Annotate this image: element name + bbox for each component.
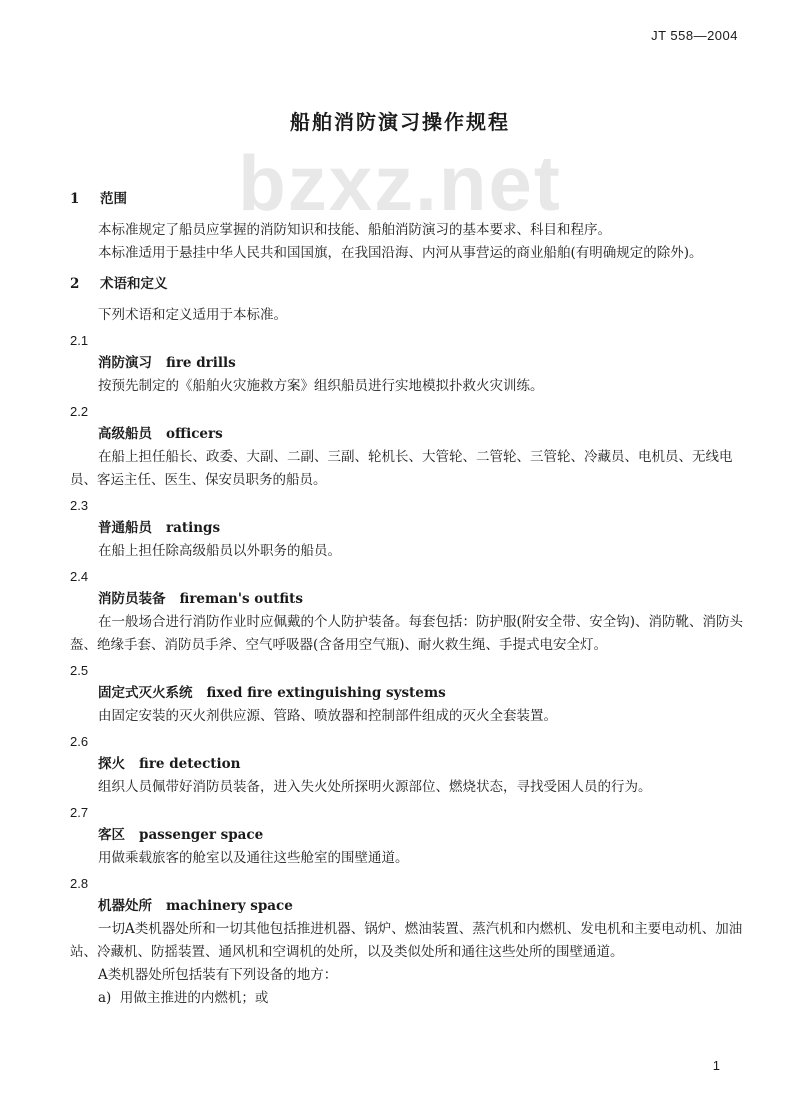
term-en: fixed fire extinguishing systems — [206, 685, 446, 701]
term-heading — [70, 824, 750, 847]
list-item-label: a) — [98, 990, 112, 1006]
term-heading — [70, 895, 750, 918]
paragraph: 下列术语和定义适用于本标准。 — [98, 307, 287, 323]
term-definition: 由固定安装的灭火剂供应源、管路、喷放器和控制部件组成的灭火全套装置。 — [98, 708, 557, 724]
term-heading — [70, 352, 750, 375]
term-heading — [70, 588, 750, 611]
term-cn: 消防演习 — [98, 355, 152, 371]
term-number: 2.4 — [70, 569, 89, 584]
list-item-text: 用做主推进的内燃机；或 — [119, 990, 269, 1006]
term-heading — [70, 423, 750, 446]
term-en: fire detection — [139, 756, 241, 772]
term-en: machinery space — [166, 898, 293, 914]
section-heading — [70, 188, 750, 211]
term-cn: 客区 — [98, 827, 125, 843]
term-number: 2.3 — [70, 498, 89, 513]
document-body — [70, 188, 750, 1010]
term-cn: 高级船员 — [98, 426, 152, 442]
term-cn: 普通船员 — [98, 520, 152, 536]
term-number: 2.8 — [70, 876, 89, 891]
term-en: officers — [166, 426, 223, 442]
section-number: 2 — [70, 276, 80, 292]
term-cn: 固定式灭火系统 — [98, 685, 193, 701]
standard-code: JT 558—2004 — [651, 28, 738, 43]
term-number: 2.5 — [70, 663, 89, 678]
term-number: 2.7 — [70, 805, 89, 820]
term-definition: 用做乘载旅客的舱室以及通往这些舱室的围壁通道。 — [98, 850, 409, 866]
term-en: fire drills — [166, 355, 236, 371]
section-heading — [70, 273, 750, 296]
page-number: 1 — [712, 1058, 720, 1073]
term-number: 2.1 — [70, 333, 89, 348]
term-definition: 按预先制定的《船舶火灾施救方案》组织船员进行实地模拟扑救火灾训练。 — [98, 378, 544, 394]
paragraph: A类机器处所包括装有下列设备的地方： — [98, 967, 338, 983]
section-title: 范围 — [100, 191, 127, 207]
term-en: ratings — [166, 520, 221, 536]
paragraph: 本标准适用于悬挂中华人民共和国国旗，在我国沿海、内河从事营运的商业船舶(有明确规定的除外)。 — [98, 245, 703, 261]
list-item — [70, 987, 750, 1010]
term-heading — [70, 517, 750, 540]
term-definition: 在船上担任除高级船员以外职务的船员。 — [98, 543, 341, 559]
document-title: 船舶消防演习操作规程 — [290, 110, 510, 134]
term-definition: 一切A类机器处所和一切其他包括推进机器、锅炉、燃油装置、蒸汽机和内燃机、发电机和主要电动机、加油站、冷藏机、防摇装置、通风机和空调机的处所，以及类似处所和通往这些处所的围壁通道。 — [70, 921, 743, 960]
term-heading — [70, 753, 750, 776]
watermark: bzxz.net — [238, 139, 562, 227]
section-title: 术语和定义 — [100, 276, 168, 292]
term-cn: 机器处所 — [98, 898, 152, 914]
term-heading — [70, 682, 750, 705]
term-definition: 在船上担任船长、政委、大副、二副、三副、轮机长、大管轮、二管轮、三管轮、冷藏员、电机员、无线电员、客运主任、医生、保安员职务的船员。 — [70, 449, 733, 488]
term-en: passenger space — [139, 827, 264, 843]
term-definition: 在一般场合进行消防作业时应佩戴的个人防护装备。每套包括：防护服(附安全带、安全钩)、消防靴、消防头盔、绝缘手套、消防员手斧、空气呼吸器(含备用空气瓶)、耐火救生绳、手提式电安全灯。 — [70, 614, 744, 653]
term-number: 2.6 — [70, 734, 89, 749]
term-definition: 组织人员佩带好消防员装备，进入失火处所探明火源部位、燃烧状态，寻找受困人员的行为。 — [98, 779, 652, 795]
section-number: 1 — [70, 191, 80, 207]
term-en: fireman's outfits — [179, 591, 304, 607]
paragraph: 本标准规定了船员应掌握的消防知识和技能、船舶消防演习的基本要求、科目和程序。 — [98, 222, 611, 238]
term-cn: 探火 — [98, 756, 125, 772]
term-cn: 消防员装备 — [98, 591, 166, 607]
term-number: 2.2 — [70, 404, 89, 419]
